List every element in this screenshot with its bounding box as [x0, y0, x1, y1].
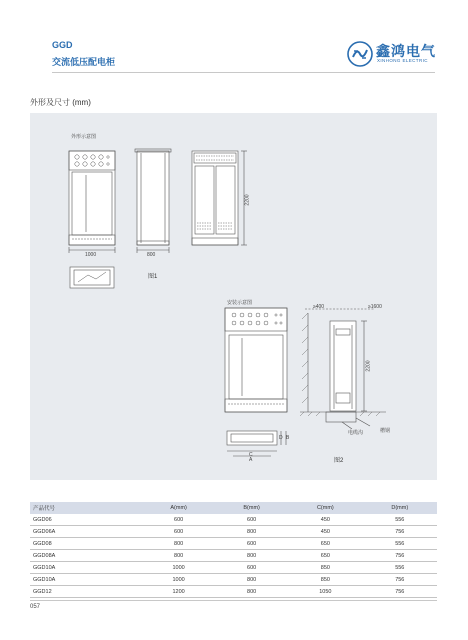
- table-cell: 650: [288, 538, 362, 550]
- table-cell: 800: [215, 526, 288, 538]
- table-cell: 756: [363, 550, 437, 562]
- left-clearance: ≥400: [313, 304, 325, 310]
- table-header-row: [30, 502, 437, 514]
- dimension-table: [30, 502, 437, 598]
- table-cell: 556: [363, 538, 437, 550]
- cable-trench-label: 电缆沟: [348, 430, 364, 436]
- table-cell: 1050: [288, 586, 362, 598]
- table-cell: 450: [288, 526, 362, 538]
- table-cell: GGD12: [30, 586, 142, 598]
- table-row: [30, 562, 437, 574]
- table-cell: 600: [142, 526, 215, 538]
- dim-b-label: B: [286, 435, 290, 441]
- brand-logo: [346, 40, 436, 70]
- outline-caption: 外形示意图: [71, 134, 97, 140]
- header-cell: A(mm): [142, 502, 215, 514]
- section-title: 外形及尺寸 (mm): [30, 98, 91, 107]
- logo-name-cn: 鑫鸿电气: [376, 43, 436, 59]
- table-cell: 800: [142, 550, 215, 562]
- table-row: [30, 586, 437, 598]
- table-cell: 1000: [142, 562, 215, 574]
- dim-c-label: C: [249, 452, 253, 458]
- dim-d-label: D: [279, 435, 283, 441]
- table-cell: 600: [142, 514, 215, 526]
- table-cell: 850: [288, 562, 362, 574]
- table-cell: 800: [142, 538, 215, 550]
- table-cell: 800: [215, 550, 288, 562]
- table-cell: 600: [215, 538, 288, 550]
- table-cell: GGD08: [30, 538, 142, 550]
- table-row: [30, 526, 437, 538]
- series-code: GGD: [52, 40, 73, 50]
- table-row: [30, 514, 437, 526]
- drawing-panel: [30, 113, 437, 480]
- table-cell: 600: [215, 562, 288, 574]
- table-cell: 756: [363, 526, 437, 538]
- table-cell: 450: [288, 514, 362, 526]
- table-cell: 800: [215, 586, 288, 598]
- table-cell: GGD10A: [30, 562, 142, 574]
- header-cell: B(mm): [215, 502, 288, 514]
- depth-dimension: 800: [147, 252, 156, 258]
- table-cell: 600: [215, 514, 288, 526]
- table-cell: GGD06A: [30, 526, 142, 538]
- table-cell: 650: [288, 550, 362, 562]
- header-cell: 产品代号: [30, 502, 142, 514]
- figure-1-label: 图1: [148, 274, 158, 280]
- product-title: 交流低压配电柜: [52, 57, 116, 67]
- table-row: [30, 574, 437, 586]
- table-cell: GGD06: [30, 514, 142, 526]
- table-cell: 1000: [142, 574, 215, 586]
- table-cell: GGD10A: [30, 574, 142, 586]
- logo-mark-icon: [346, 40, 374, 68]
- height-dimension: 2200: [244, 194, 251, 206]
- figure-2-label: 图2: [334, 458, 344, 464]
- table-cell: 556: [363, 562, 437, 574]
- table-cell: GGD08A: [30, 550, 142, 562]
- header-divider: [52, 72, 435, 73]
- header-cell: C(mm): [288, 502, 362, 514]
- width-dimension: 1000: [85, 252, 97, 258]
- footer-divider: [30, 600, 437, 601]
- dim-a-label: A: [249, 457, 253, 463]
- table-row: [30, 550, 437, 562]
- table-cell: 1200: [142, 586, 215, 598]
- logo-name-en: XINHONG ELECTRIC: [377, 58, 428, 63]
- table-cell: 800: [215, 574, 288, 586]
- page-number: 057: [30, 604, 41, 610]
- channel-steel-label: 槽钢: [380, 428, 391, 434]
- table-row: [30, 538, 437, 550]
- table-cell: 850: [288, 574, 362, 586]
- table-cell: 756: [363, 574, 437, 586]
- install-height-dimension: 2200: [365, 360, 372, 372]
- table-cell: 556: [363, 514, 437, 526]
- cabinet-drawings: [30, 113, 437, 480]
- install-caption: 安装示意图: [227, 300, 253, 306]
- header-cell: D(mm): [363, 502, 437, 514]
- table-cell: 756: [363, 586, 437, 598]
- right-clearance: ≥1600: [368, 304, 382, 310]
